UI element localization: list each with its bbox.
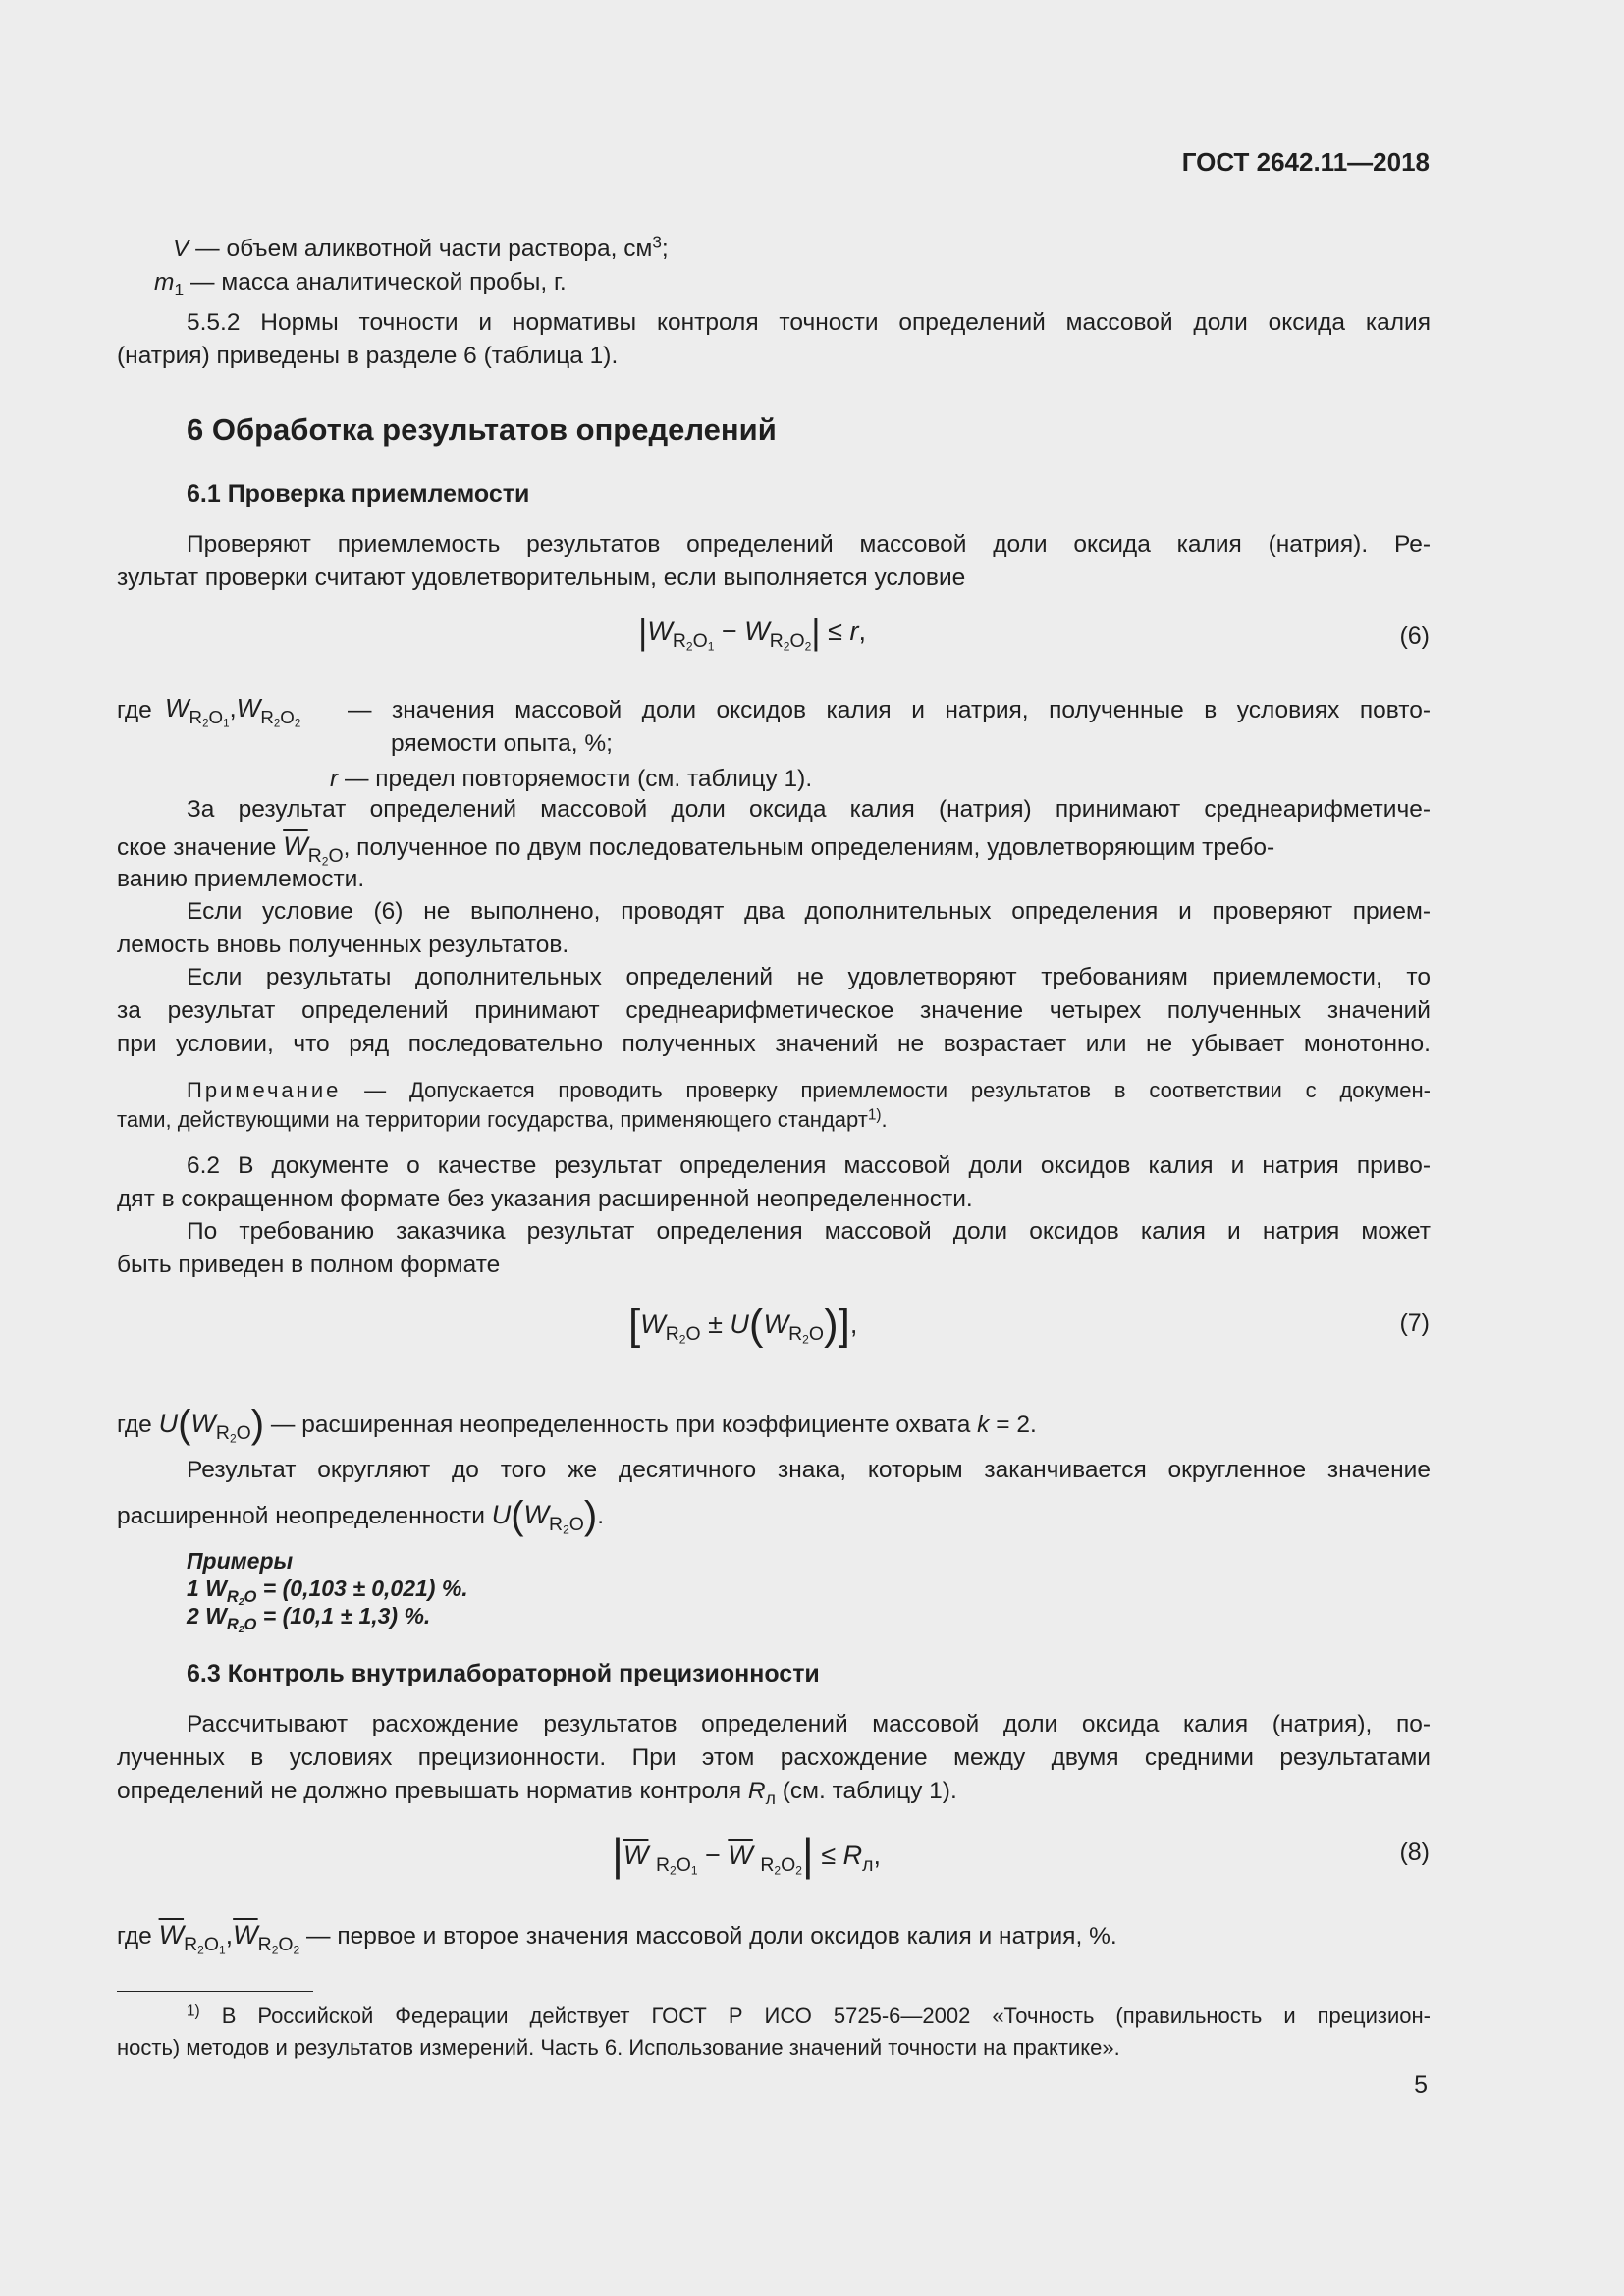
definition-m1: $m_1$ — масса аналитической пробы, г. <box>154 269 567 300</box>
section-6-1-heading: 6.1 Проверка приемлемости <box>187 480 530 507</box>
section-6-heading: 6 Обработка результатов определений <box>187 412 777 447</box>
example-2: 2 $W_{R2O} = (10,1 \pm 1,3)$ %. <box>187 1603 431 1635</box>
formula-7-number: (7) <box>1399 1309 1430 1337</box>
where-6-symbols: $W_{R2O1},W_{R2O2}$ <box>165 693 301 730</box>
where-7-line: где $U(W_{R2O})$ — расширенная неопределенность при коэффициенте охвата k = 2. <box>117 1403 1037 1446</box>
paragraph-6-1-line1: Проверяют приемлемость результатов определений массовой доли оксида калия (натрия). Ре- <box>187 531 1431 558</box>
paragraph-6-1b-line2: ское значение $\overline{W}_{R2O}$, полученное по двум последовательным определениям, удовлетворяющим требо- <box>117 831 1275 869</box>
paragraph-6-1d-line3: при условии, что ряд последовательно полученных значений не возрастает или не убывает монотонно. <box>117 1031 1431 1057</box>
formula-8: $|\overline{W}$ $_{R2O1} - \overline{W}$ $_{R2O2}| \le R_л$, <box>612 1829 882 1880</box>
paragraph-6-1d-line1: Если результаты дополнительных определений не удовлетворяют требованиям приемлемости, то <box>187 964 1431 990</box>
paragraph-6-2-line2: дят в сокращенном формате без указания расширенной неопределенности. <box>117 1186 973 1212</box>
where-6-line2: ряемости опыта, %; <box>391 730 613 757</box>
formula-6-number: (6) <box>1399 622 1430 650</box>
paragraph-6-1-line2: зультат проверки считают удовлетворительным, если выполняется условие <box>117 564 966 591</box>
paragraph-6-2-line1: 6.2 В документе о качестве результат определения массовой доли оксидов калия и натрия приво- <box>187 1152 1431 1179</box>
examples-title: Примеры <box>187 1548 294 1574</box>
footnote-separator <box>117 1991 313 1992</box>
footnote-line1: $^{1)}$ В Российской Федерации действует ГОСТ Р ИСО 5725-6—2002 «Точность (правильность и прецизион- <box>187 2002 1431 2028</box>
formula-6: $|W_{R2O1} - W_{R2O2}| \le r$, <box>638 612 866 654</box>
paragraph-6-1d-line2: за результат определений принимают среднеарифметическое значение четырех полученных значений <box>117 997 1431 1024</box>
where-6-line1: — значения массовой доли оксидов калия и натрия, полученные в условиях повто- <box>348 697 1431 723</box>
where-8-line: где $\overline{W}_{R2O1},\overline{W}_{R2O2}$ — первое и второе значения массовой доли оксидов калия и натрия, %. <box>117 1920 1117 1957</box>
note-line2: тами, действующими на территории государства, применяющего стандарт$^{1)}$. <box>117 1106 888 1132</box>
paragraph-6-3-line2: лученных в условиях прецизионности. При этом расхождение между двумя средними результатами <box>117 1744 1431 1771</box>
paragraph-5-5-2-line1: 5.5.2 Нормы точности и нормативы контроля точности определений массовой доли оксида калия <box>187 309 1431 336</box>
section-6-3-heading: 6.3 Контроль внутрилабораторной прецизионности <box>187 1660 820 1687</box>
where-6-r: r — предел повторяемости (см. таблицу 1). <box>330 766 813 792</box>
document-header: ГОСТ 2642.11—2018 <box>1181 147 1430 177</box>
paragraph-round-line1: Результат округляют до того же десятичного знака, которым заканчивается округленное значение <box>187 1457 1431 1483</box>
paragraph-6-3-line3: определений не должно превышать норматив контроля $R_л$ (см. таблицу 1). <box>117 1778 957 1809</box>
paragraph-5-5-2-line2: (натрия) приведены в разделе 6 (таблица 1). <box>117 343 619 369</box>
page-number: 5 <box>1414 2071 1428 2099</box>
paragraph-6-3-line1: Рассчитывают расхождение результатов определений массовой доли оксида калия (натрия), по- <box>187 1711 1431 1737</box>
definition-v: V — объем аликвотной части раствора, $см^3$; <box>173 232 669 262</box>
paragraph-6-1b-line1: За результат определений массовой доли оксида калия (натрия) принимают среднеарифметиче- <box>187 796 1431 823</box>
paragraph-6-1b-line3: ванию приемлемости. <box>117 866 365 892</box>
example-1: 1 $W_{R2O} = (0,103 \pm 0,021)$ %. <box>187 1575 468 1608</box>
paragraph-6-2b-line1: По требованию заказчика результат определения массовой доли оксидов калия и натрия может <box>187 1218 1431 1245</box>
paragraph-round-line2: расширенной неопределенности $U(W_{R2O})$. <box>117 1494 605 1537</box>
formula-7: $[W_{R2O} \pm U(W_{R2O})]$, <box>628 1301 858 1349</box>
note-line1: Примечание — Допускается проводить проверку приемлемости результатов в соответствии с докумен- <box>187 1078 1431 1102</box>
paragraph-6-2b-line2: быть приведен в полном формате <box>117 1252 501 1278</box>
where-6-gde: где <box>117 697 152 723</box>
paragraph-6-1c-line2: лемость вновь полученных результатов. <box>117 932 569 958</box>
footnote-line2: ность) методов и результатов измерений. Часть 6. Использование значений точности на практике». <box>117 2035 1120 2059</box>
formula-8-number: (8) <box>1399 1839 1430 1866</box>
paragraph-6-1c-line1: Если условие (6) не выполнено, проводят два дополнительных определения и проверяют прием- <box>187 898 1431 925</box>
